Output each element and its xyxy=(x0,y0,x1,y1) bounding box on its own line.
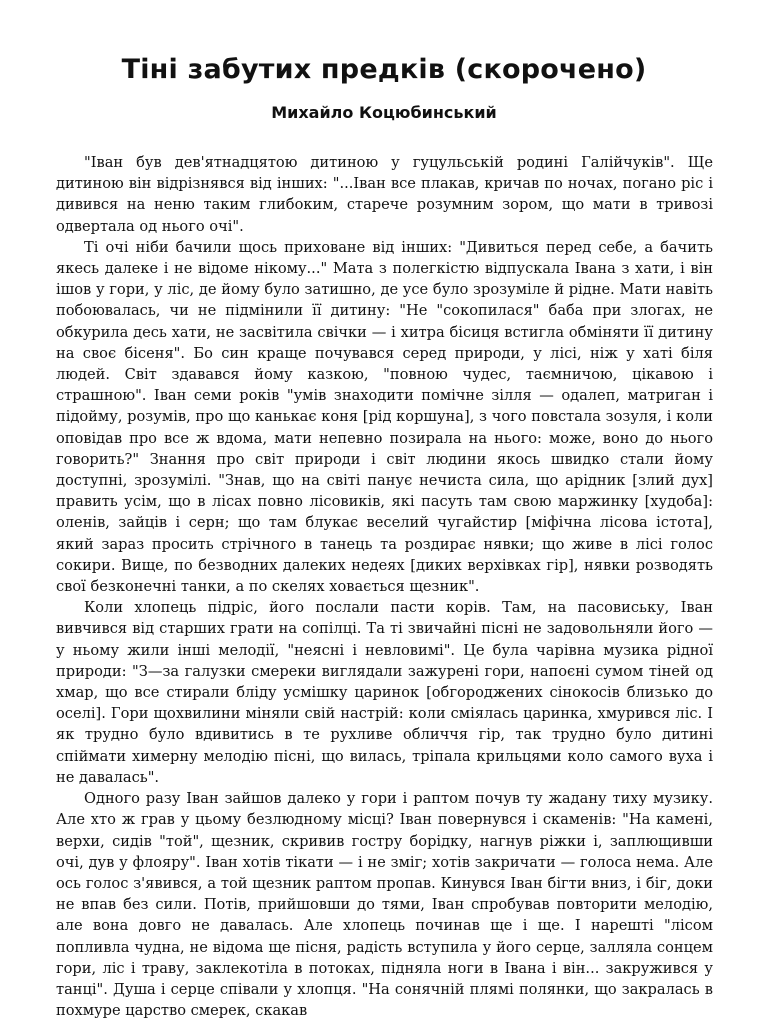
paragraph: Коли хлопець підріс, його послали пасти корів. Там, на пасовиську, Іван вивчився від старших грати на сопілці. Та ті звичайні пісні не задовольняли його — у ньому жили інші мелодії, "неясні і невловимі". Це була чарівна музика рідної природи: "З—за галузки смереки виглядали зажурені гори, напоєні сумом тіней од хмар, що все стирали бліду усмішку царинок [обгороджених сінокосів близько до оселі]. Гори щохвилини міняли свій настрій: коли сміялась царинка, хмурився ліс. І як трудно було вдивитись в те рухливе обличчя гір, так трудно було дитині спіймати химерну мелодію пісні, що вилась, тріпала крильцями коло самого вуха і не давалась". xyxy=(56,599,713,786)
paragraph: Одного разу Іван зайшов далеко у гори і раптом почув ту жадану тиху музику. Але хто ж грав у цьому безлюдному місці? Іван повернувся і скаменів: "На камені, верхи, сидів "той", щезник, скривив гостру борідку, нагнув ріжки і, заплющивши очі, дув у флояру". Іван хотів тікати — і не зміг; хотів закричати — голоса нема. Але ось голос з'явився, а той щезник раптом пропав. Кинувся Іван бігти вниз, і біг, доки не впав без сили. Потів, прийшовши до тями, Іван спробував повторити мелодію, але вона довго не давалась. Але хлопець починав ще і ще. І нарешті "лісом попливла чудна, не відома ще пісня, радість вступила у його серце, залляла сонцем гори, ліс і траву, заклекотіла в потоках, підняла ноги в Івана і він... закружився у танці". Душа і серце співали у хлопця. "На сонячній плямі полянки, що закралась в похмуре царство смерек, скакав xyxy=(56,790,713,1020)
document-title: Тіні забутих предків (скорочено) xyxy=(121,54,647,85)
paragraph: "Іван був дев'ятнадцятою дитиною у гуцульській родині Галійчуків". Ще дитиною він відрізнявся від інших: "...Іван все плакав, кричав по ночах, погано ріс і дивився на неню таким глибоким, старече розумним зором, що мати в тривозі одвертала од нього очі". xyxy=(56,154,713,235)
document-body xyxy=(56,152,713,1021)
document-author: Михайло Коцюбинський xyxy=(271,103,497,122)
paragraph: Ті очі ніби бачили щось приховане від інших: "Дивиться перед себе, а бачить якесь далеке і не відоме нікому..." Мата з полегкістю відпускала Івана з хати, і він ішов у гори, у ліс, де йому було затишно, де усе було зрозуміле й рідне. Мати навіть побоювалась, чи не підмінили її дитину: "Не "сокопилася" баба при злогах, не обкурила десь хати, не засвітила свічки — і хитра бісиця встигла обміняти її дитину на своє бісеня". Бо син краще почувався серед природи, у лісі, ніж у хаті біля людей. Світ здавався йому казкою, "повною чудес, таємничою, цікавою і страшною". Іван семи років "умів знаходити помічне зілля — одалеп, матриган і підойму, розумів, про що канькає коня [рід коршуна], з чого повстала зозуля, і коли оповідав про все ж вдома, мати непевно позирала на нього: може, воно до нього говорить?" Знання про світ природи і світ людини якось швидко стали йому доступні, зрозумілі. "Знав, що на світі панує нечиста сила, що арідник [злий дух] править усім, що в лісах повно лісовиків, які пасуть там свою маржинку [худоба]: оленів, зайців і серн; що там блукає веселий чугайстир [міфічна лісова істота], який зараз просить стрічного в танець та роздирає нявки; що живе в лісі голос сокири. Вище, по безводних далеких недеях [диких верхівках гір], нявки розводять свої безконечні танки, а по скелях ховається щезник". xyxy=(56,238,713,596)
